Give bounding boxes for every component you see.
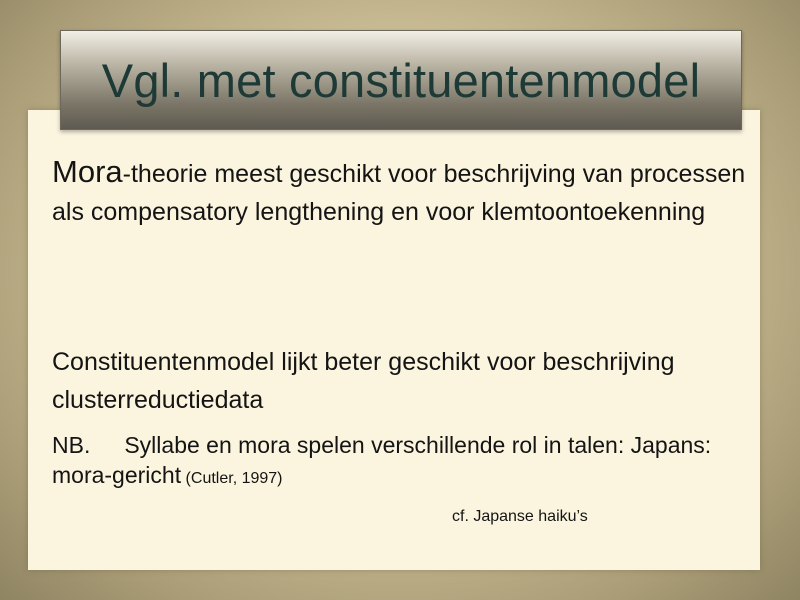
paragraph-text: -theorie meest geschikt voor beschrijving van processen als compensatory lengthening en voor klemtoontoekenning	[52, 160, 746, 226]
title-bar	[60, 30, 742, 130]
paragraph-mora-theory	[52, 153, 752, 231]
paragraph-lead-word: Mora	[52, 154, 123, 189]
citation: Cutler, 1997	[190, 470, 278, 487]
nb-label: NB.	[52, 432, 91, 458]
cf-note: cf. Japanse haiku’s	[452, 508, 588, 525]
slide-title: Vgl. met constituentenmodel	[101, 53, 701, 107]
paragraph-nb	[52, 430, 752, 494]
citation-close: )	[277, 470, 283, 487]
paragraph-constituent-model: Constituentenmodel lijkt beter geschikt voor beschrijving clusterreductiedata	[52, 348, 675, 414]
citation-open: (	[181, 470, 191, 487]
nb-text: Syllabe en mora spelen verschillende rol in talen: Japans: mora-gericht	[52, 432, 712, 488]
